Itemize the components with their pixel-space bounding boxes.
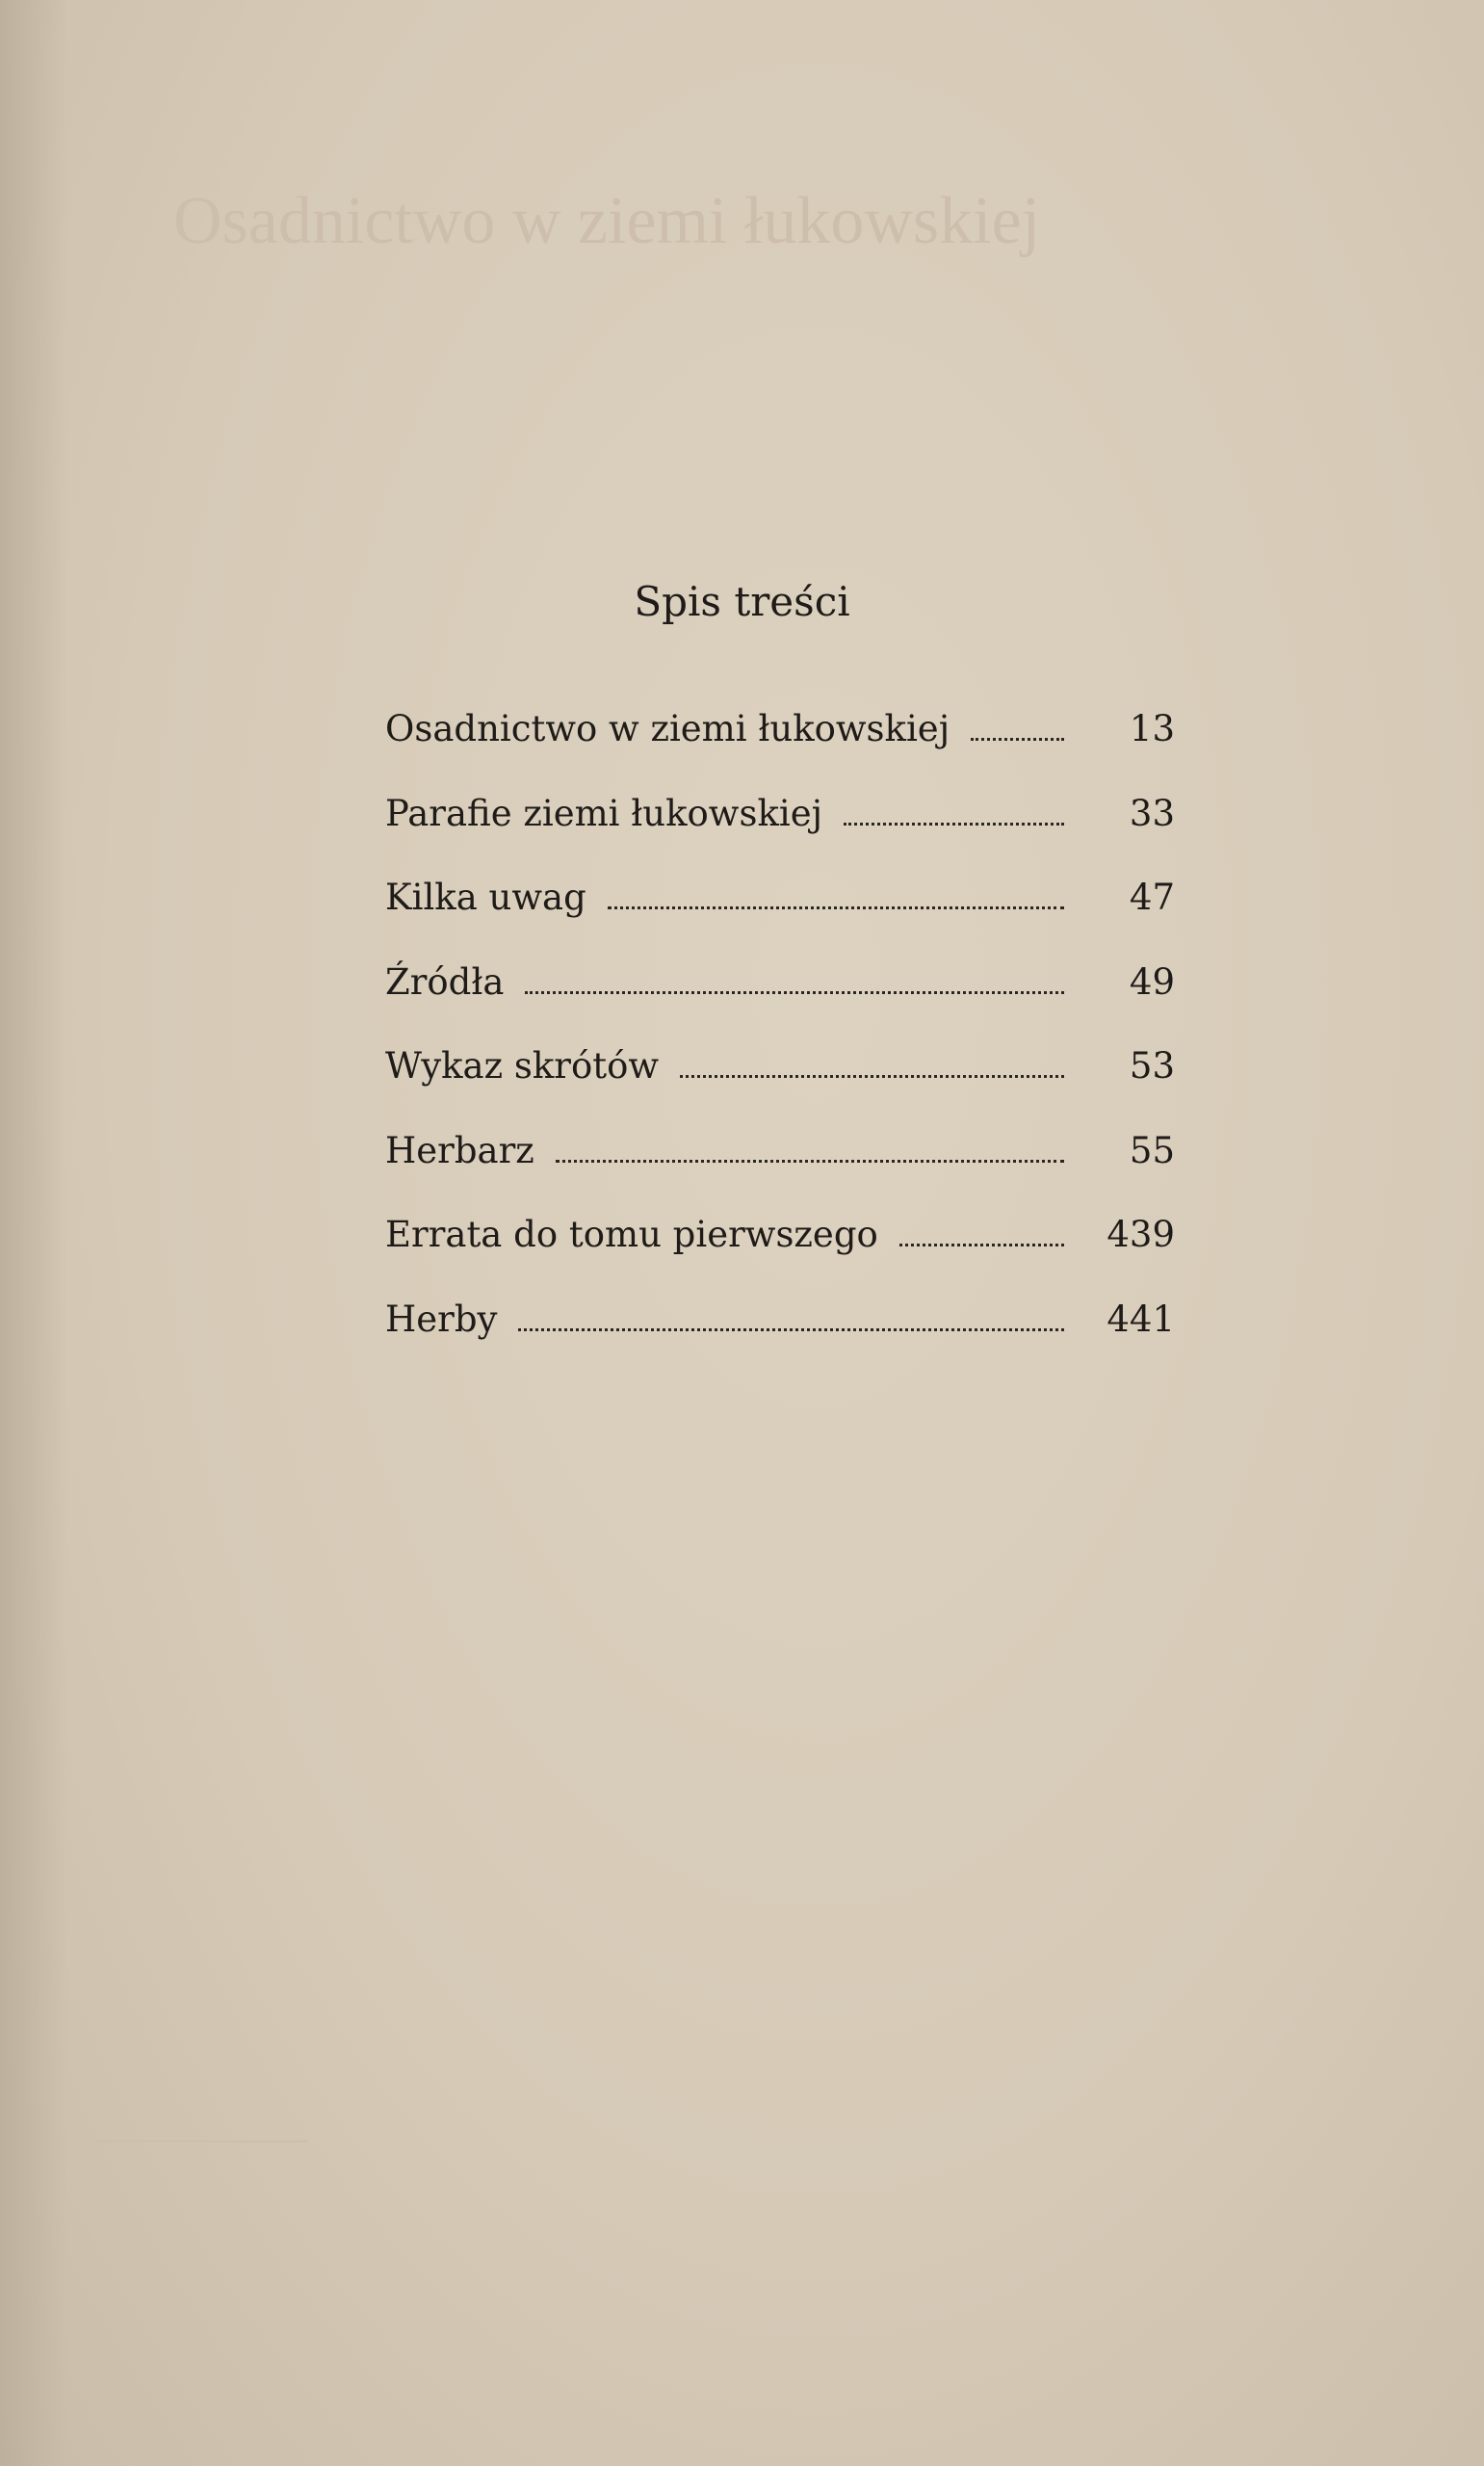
toc-entry <box>385 1045 1175 1130</box>
toc-entry <box>385 1214 1175 1299</box>
toc-entry-page: 49 <box>1129 960 1175 1003</box>
dot-leader <box>525 991 1064 994</box>
toc-entry-label: Parafie ziemi łukowskiej <box>385 792 823 834</box>
dot-leader <box>608 906 1064 909</box>
toc-entry-label: Herbarz <box>385 1129 534 1171</box>
dot-leader <box>971 738 1064 741</box>
toc-entry <box>385 793 1175 878</box>
dot-leader <box>518 1328 1064 1331</box>
toc-entry <box>385 961 1175 1046</box>
dot-leader <box>899 1244 1064 1246</box>
toc-entry-label: Źródła <box>385 960 505 1003</box>
toc-entry-label: Herby <box>385 1298 498 1340</box>
dot-leader <box>844 823 1064 826</box>
table-of-contents <box>385 708 1175 1382</box>
toc-entry-label: Errata do tomu pierwszego <box>385 1214 878 1255</box>
toc-entry-page: 33 <box>1129 792 1175 834</box>
toc-entry-page: 47 <box>1129 877 1175 918</box>
footnote-rule <box>96 2140 308 2142</box>
page-shadow <box>0 0 67 2466</box>
toc-entry-label: Wykaz skrótów <box>385 1045 660 1087</box>
toc-entry-page: 439 <box>1106 1214 1175 1255</box>
toc-entry-label: Osadnictwo w ziemi łukowskiej <box>385 708 950 749</box>
dot-leader <box>680 1075 1064 1078</box>
dot-leader <box>556 1160 1064 1163</box>
toc-title: Spis treści <box>634 578 850 625</box>
toc-entry <box>385 877 1175 961</box>
toc-entry-page: 13 <box>1129 708 1175 749</box>
toc-entry-page: 441 <box>1106 1298 1175 1340</box>
toc-entry-label: Kilka uwag <box>385 877 586 918</box>
show-through-title: Osadnictwo w ziemi łukowskiej <box>173 184 1041 258</box>
toc-entry-page: 53 <box>1129 1045 1175 1087</box>
toc-entry <box>385 708 1175 793</box>
toc-entry-page: 55 <box>1129 1129 1175 1171</box>
toc-entry <box>385 1299 1175 1383</box>
toc-entry <box>385 1130 1175 1215</box>
